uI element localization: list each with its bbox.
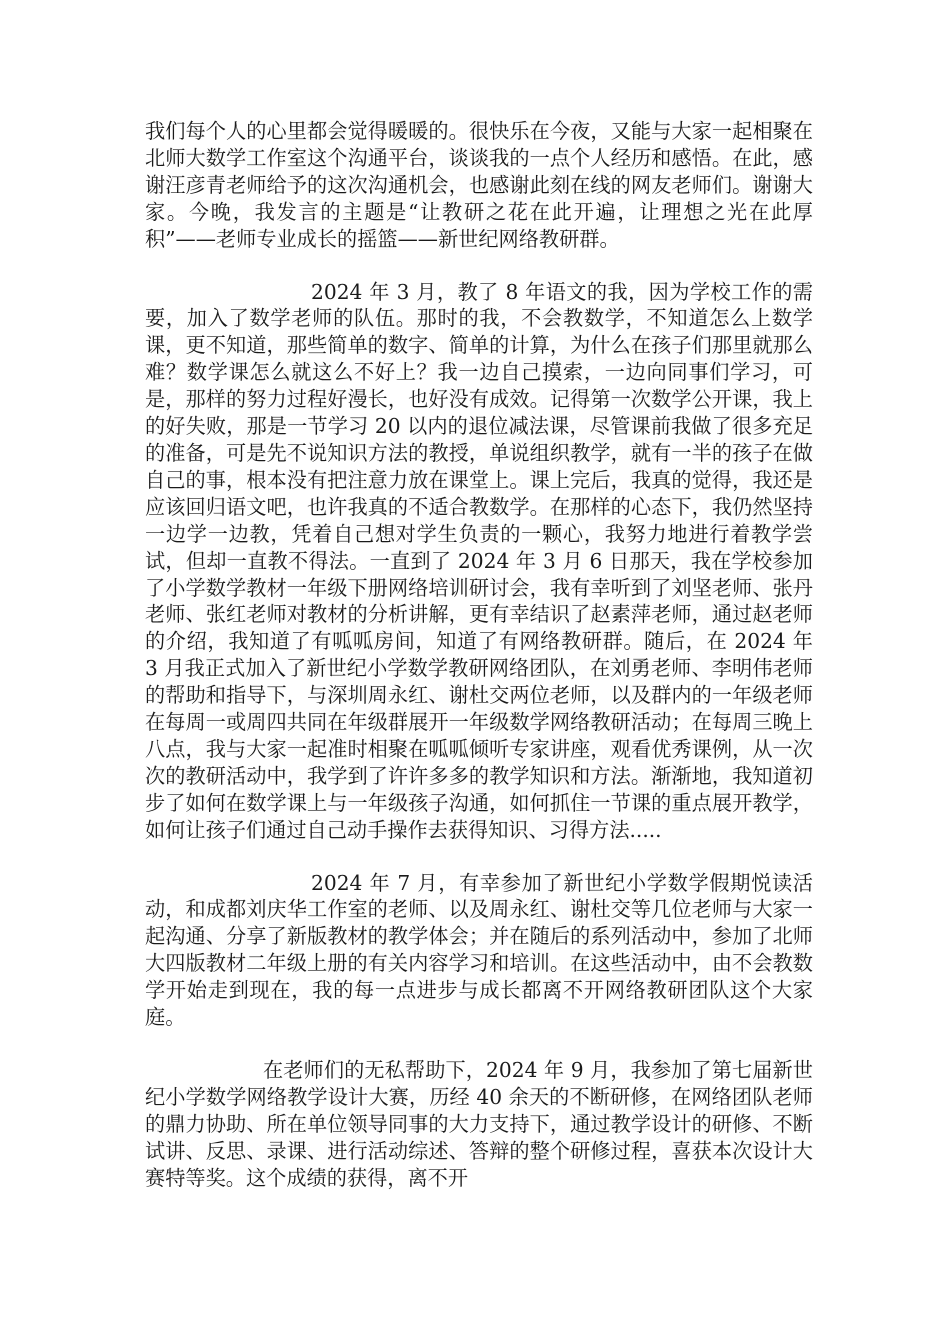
- paragraph-march-2024: 2024 年 3 月，教了 8 年语文的我，因为学校工作的需要，加入了数学老师的队伍。那时的我，不会教数学，不知道怎么上数学课，更不知道，那些简单的数字、简单的计算，为什么在孩子们那里就那么难？数学课怎么就这么不好上？我一边自己摸索，一边向同事们学习，可是，那样的努力过程好漫长，也好没有成效。记得第一次数学公开课，我上的好失败，那是一节学习 20 以内的退位减法课，尽管课前我做了很多充足的准备，可是先不说知识方法的教授，单说组织教学，就有一半的孩子在做自己的事，根本没有把注意力放在课堂上。课上完后，我真的觉得，我还是应该回归语文吧，也许我真的不适合教数学。在那样的心态下，我仍然坚持一边学一边教，凭着自己想对学生负责的一颗心，我努力地进行着教学尝试，但却一直教不得法。一直到了 2024 年 3 月 6 日那天，我在学校参加了小学数学教材一年级下册网络培训研讨会，我有幸听到了刘坚老师、张丹老师、张红老师对教材的分析讲解，更有幸结识了赵素萍老师，通过赵老师的介绍，我知道了有呱呱房间，知道了有网络教研群。随后，在 2024 年 3 月我正式加入了新世纪小学数学教研网络团队，在刘勇老师、李明伟老师的帮助和指导下，与深圳周永红、谢杜交两位老师，以及群内的一年级老师在每周一或周四共同在年级群展开一年级数学网络教研活动；在每周三晚上八点，我与大家一起准时相聚在呱呱倾听专家讲座，观看优秀课例，从一次次的教研活动中，我学到了许许多多的教学知识和方法。渐渐地，我知道初步了如何在数学课上与一年级孩子沟通，如何抓住一节课的重点展开教学，如何让孩子们通过自己动手操作去获得知识、习得方法.....: [145, 279, 813, 842]
- paragraph-july-2024: 2024 年 7 月，有幸参加了新世纪小学数学假期悦读活动，和成都刘庆华工作室的老师、以及周永红、谢杜交等几位老师与大家一起沟通、分享了新版教材的教学体会；并在随后的系列活动中，参加了北师大四版教材二年级上册的有关内容学习和培训。在这些活动中，由不会教数学开始走到现在，我的每一点进步与成长都离不开网络教研团队这个大家庭。: [145, 870, 813, 1030]
- paragraph-september-2024: 在老师们的无私帮助下，2024 年 9 月，我参加了第七届新世纪小学数学网络教学设计大赛，历经 40 余天的不断研修，在网络团队老师的鼎力协助、所在单位领导同事的大力支持下，通过教学设计的研修、不断试讲、反思、录课、进行活动综述、答辩的整个研修过程，喜获本次设计大赛特等奖。这个成绩的获得，离不开: [145, 1058, 813, 1190]
- paragraph-opening: 我们每个人的心里都会觉得暖暖的。很快乐在今夜，又能与大家一起相聚在北师大数学工作室这个沟通平台，谈谈我的一点个人经历和感悟。在此，感谢汪彦青老师给予的这次沟通机会，也感谢此刻在线的网友老师们。谢谢大家。今晚，我发言的主题是“让教研之花在此开遍，让理想之光在此厚积”——老师专业成长的摇篮——新世纪网络教研群。: [145, 119, 813, 251]
- document-body: [145, 118, 813, 1192]
